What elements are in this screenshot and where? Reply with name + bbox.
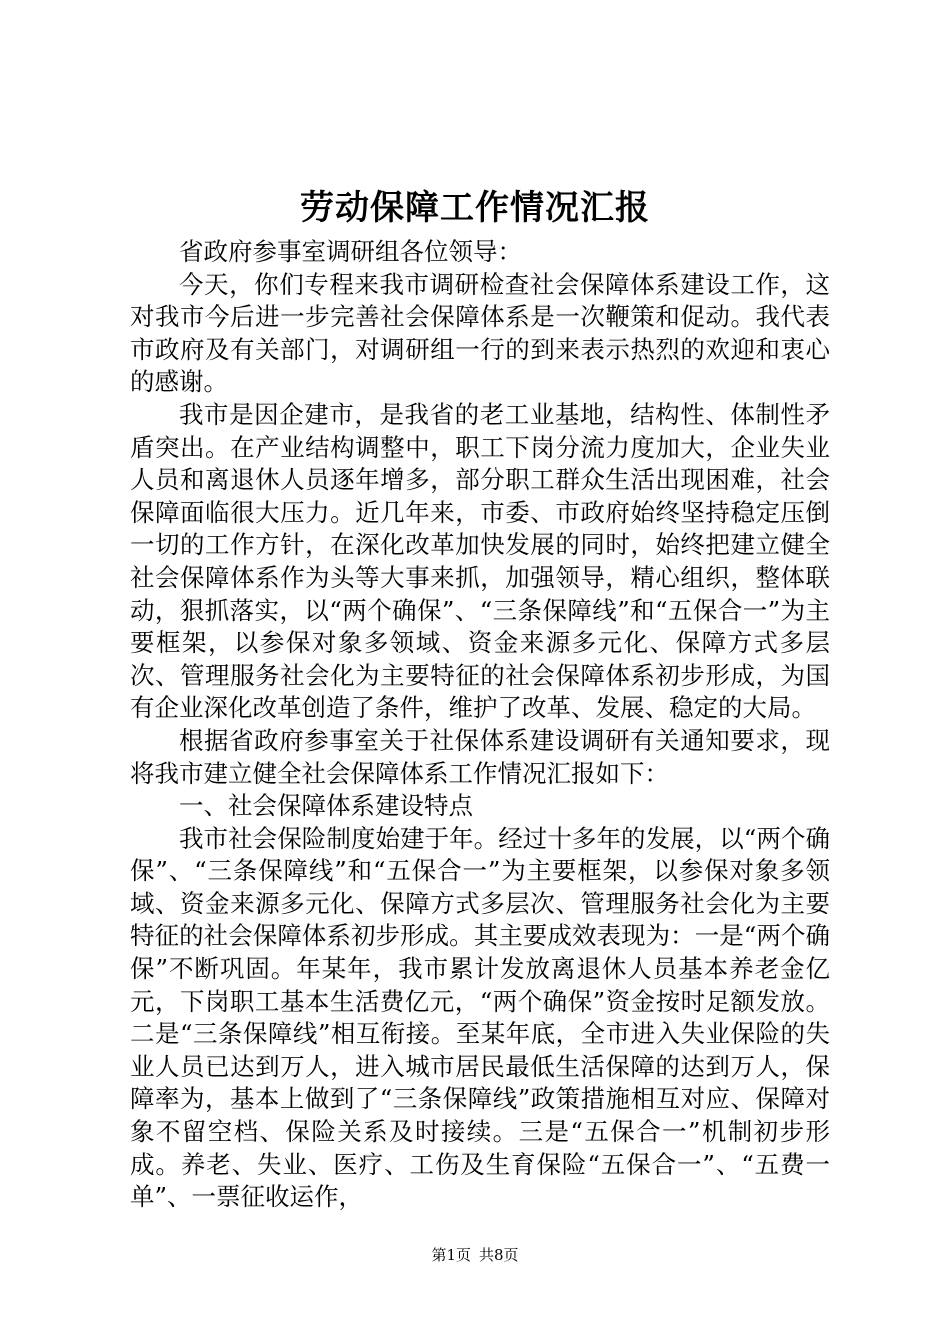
body-paragraph: 我市社会保险制度始建于年。经过十多年的发展，以“两个确保”、“三条保障线”和“五保合一”为主要框架，以参保对象多领域、资金来源多元化、保障方式多层次、管理服务社会化为主要特征的社会保障体系初步形成。其主要成效表现为：一是“两个确保”不断巩固。年某年，我市累计发放离退休人员基本养老金亿元，下岗职工基本生活费亿元，“两个确保”资金按时足额发放。二是“三条保障线”相互衔接。至某年底，全市进入失业保险的失业人员已达到万人，进入城市居民最低生活保障的达到万人，保障率为，基本上做到了“三条保障线”政策措施相互对应、保障对象不留空档、保险关系及时接续。三是“五保合一”机制初步形成。养老、失业、医疗、工伤及生育保险“五保合一”、“五费一单”、一票征收运作， bbox=[130, 823, 830, 1212]
page-number: 第1页 bbox=[431, 1246, 471, 1264]
page-footer bbox=[0, 1245, 950, 1265]
document-body bbox=[130, 236, 830, 1214]
page-total: 共8页 bbox=[479, 1246, 519, 1264]
body-paragraph: 我市是因企建市，是我省的老工业基地，结构性、体制性矛盾突出。在产业结构调整中，职工下岗分流力度加大，企业失业人员和离退休人员逐年增多，部分职工群众生活出现困难，社会保障面临很大压力。近几年来，市委、市政府始终坚持稳定压倒一切的工作方针，在深化改革加快发展的同时，始终把建立健全社会保障体系作为头等大事来抓，加强领导，精心组织，整体联动，狠抓落实，以“两个确保”、“三条保障线”和“五保合一”为主要框架，以参保对象多领域、资金来源多元化、保障方式多层次、管理服务社会化为主要特征的社会保障体系初步形成，为国有企业深化改革创造了条件，维护了改革、发展、稳定的大局。 bbox=[130, 399, 830, 723]
body-paragraph: 今天，你们专程来我市调研检查社会保障体系建设工作，这对我市今后进一步完善社会保障体系是一次鞭策和促动。我代表市政府及有关部门，对调研组一行的到来表示热烈的欢迎和衷心的感谢。 bbox=[130, 269, 830, 397]
document-title: 劳动保障工作情况汇报 bbox=[300, 188, 650, 228]
salutation-paragraph: 省政府参事室调研组各位领导： bbox=[179, 237, 522, 266]
body-paragraph: 根据省政府参事室关于社保体系建设调研有关通知要求，现将我市建立健全社会保障体系工作情况汇报如下： bbox=[130, 725, 830, 788]
section-heading: 一、社会保障体系建设特点 bbox=[179, 791, 473, 821]
